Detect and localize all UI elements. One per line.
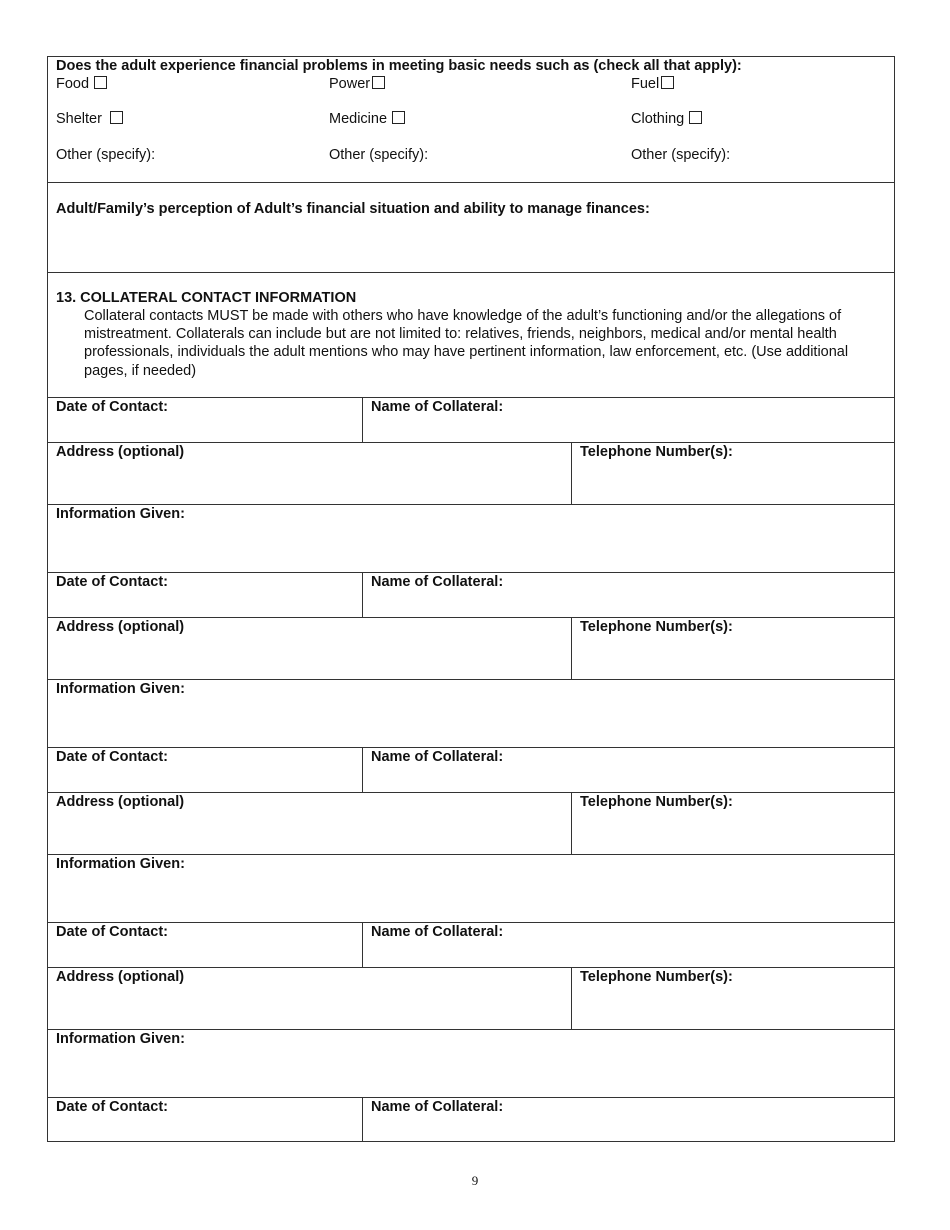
name-of-collateral-field[interactable] — [362, 922, 895, 968]
checkbox-label: Medicine — [329, 111, 388, 127]
telephone-field[interactable] — [571, 792, 895, 855]
checkbox-label: Shelter — [56, 111, 102, 127]
address-label: Address (optional) — [56, 444, 185, 460]
other-specify-label: Other (specify): — [329, 147, 429, 163]
checkbox-square-icon[interactable] — [94, 76, 107, 89]
telephone-field[interactable] — [571, 617, 895, 680]
date-of-contact-field[interactable] — [47, 1097, 363, 1142]
information-given-field[interactable] — [47, 1029, 895, 1098]
date-of-contact-label: Date of Contact: — [56, 924, 168, 940]
checkbox-label: Clothing — [631, 111, 685, 127]
checkbox-shelter[interactable] — [56, 111, 123, 127]
telephone-field[interactable] — [571, 967, 895, 1030]
address-field[interactable] — [47, 442, 572, 505]
checkbox-label: Food — [56, 76, 90, 92]
name-of-collateral-field[interactable] — [362, 1097, 895, 1142]
financial-problems-section — [47, 56, 895, 183]
name-of-collateral-field[interactable] — [362, 747, 895, 793]
name-of-collateral-label: Name of Collateral: — [371, 1099, 504, 1115]
telephone-label: Telephone Number(s): — [580, 444, 733, 460]
date-of-contact-label: Date of Contact: — [56, 399, 168, 415]
other-specify-label: Other (specify): — [56, 147, 156, 163]
date-of-contact-field[interactable] — [47, 397, 363, 443]
name-of-collateral-label: Name of Collateral: — [371, 749, 504, 765]
collateral-description: Collateral contacts MUST be made with others who have knowledge of the adult’s functioning and/or the allegations of mistreatment. Collaterals can include but are not limited to: relatives, friends, neighbors, medical and/or mental health professionals, individuals the adult mentions who may have pertinent information, law enforcement, etc. (Use additional pages, if needed) — [84, 308, 849, 379]
checkbox-square-icon[interactable] — [110, 111, 123, 124]
information-given-field[interactable] — [47, 504, 895, 573]
name-of-collateral-field[interactable] — [362, 572, 895, 618]
financial-question: Does the adult experience financial problems in meeting basic needs such as (check all that apply): — [56, 58, 742, 74]
other-specify-label: Other (specify): — [631, 147, 731, 163]
checkbox-square-icon[interactable] — [392, 111, 405, 124]
address-label: Address (optional) — [56, 619, 185, 635]
address-field[interactable] — [47, 792, 572, 855]
address-label: Address (optional) — [56, 969, 185, 985]
information-given-field[interactable] — [47, 854, 895, 923]
checkbox-fuel[interactable] — [631, 76, 674, 92]
form — [47, 56, 895, 1142]
date-of-contact-field[interactable] — [47, 572, 363, 618]
information-given-label: Information Given: — [56, 506, 185, 522]
checkbox-label: Fuel — [631, 76, 660, 92]
address-label: Address (optional) — [56, 794, 185, 810]
date-of-contact-label: Date of Contact: — [56, 574, 168, 590]
checkbox-square-icon[interactable] — [689, 111, 702, 124]
collateral-heading: 13. COLLATERAL CONTACT INFORMATION — [56, 290, 357, 306]
perception-section[interactable] — [47, 182, 895, 273]
page-number: 9 — [471, 1173, 479, 1188]
date-of-contact-field[interactable] — [47, 922, 363, 968]
information-given-label: Information Given: — [56, 681, 185, 697]
name-of-collateral-label: Name of Collateral: — [371, 399, 504, 415]
telephone-label: Telephone Number(s): — [580, 969, 733, 985]
telephone-label: Telephone Number(s): — [580, 794, 733, 810]
telephone-label: Telephone Number(s): — [580, 619, 733, 635]
date-of-contact-field[interactable] — [47, 747, 363, 793]
checkbox-square-icon[interactable] — [661, 76, 674, 89]
checkbox-food[interactable] — [56, 76, 107, 92]
telephone-field[interactable] — [571, 442, 895, 505]
checkbox-clothing[interactable] — [631, 111, 702, 127]
date-of-contact-label: Date of Contact: — [56, 1099, 168, 1115]
name-of-collateral-label: Name of Collateral: — [371, 574, 504, 590]
checkbox-square-icon[interactable] — [372, 76, 385, 89]
address-field[interactable] — [47, 617, 572, 680]
information-given-field[interactable] — [47, 679, 895, 748]
address-field[interactable] — [47, 967, 572, 1030]
checkbox-label: Power — [329, 76, 371, 92]
information-given-label: Information Given: — [56, 856, 185, 872]
date-of-contact-label: Date of Contact: — [56, 749, 168, 765]
checkbox-power[interactable] — [329, 76, 385, 92]
perception-label: Adult/Family’s perception of Adult’s financial situation and ability to manage finances: — [56, 201, 650, 217]
checkbox-medicine[interactable] — [329, 111, 405, 127]
name-of-collateral-field[interactable] — [362, 397, 895, 443]
name-of-collateral-label: Name of Collateral: — [371, 924, 504, 940]
collateral-header-section — [47, 272, 895, 398]
information-given-label: Information Given: — [56, 1031, 185, 1047]
